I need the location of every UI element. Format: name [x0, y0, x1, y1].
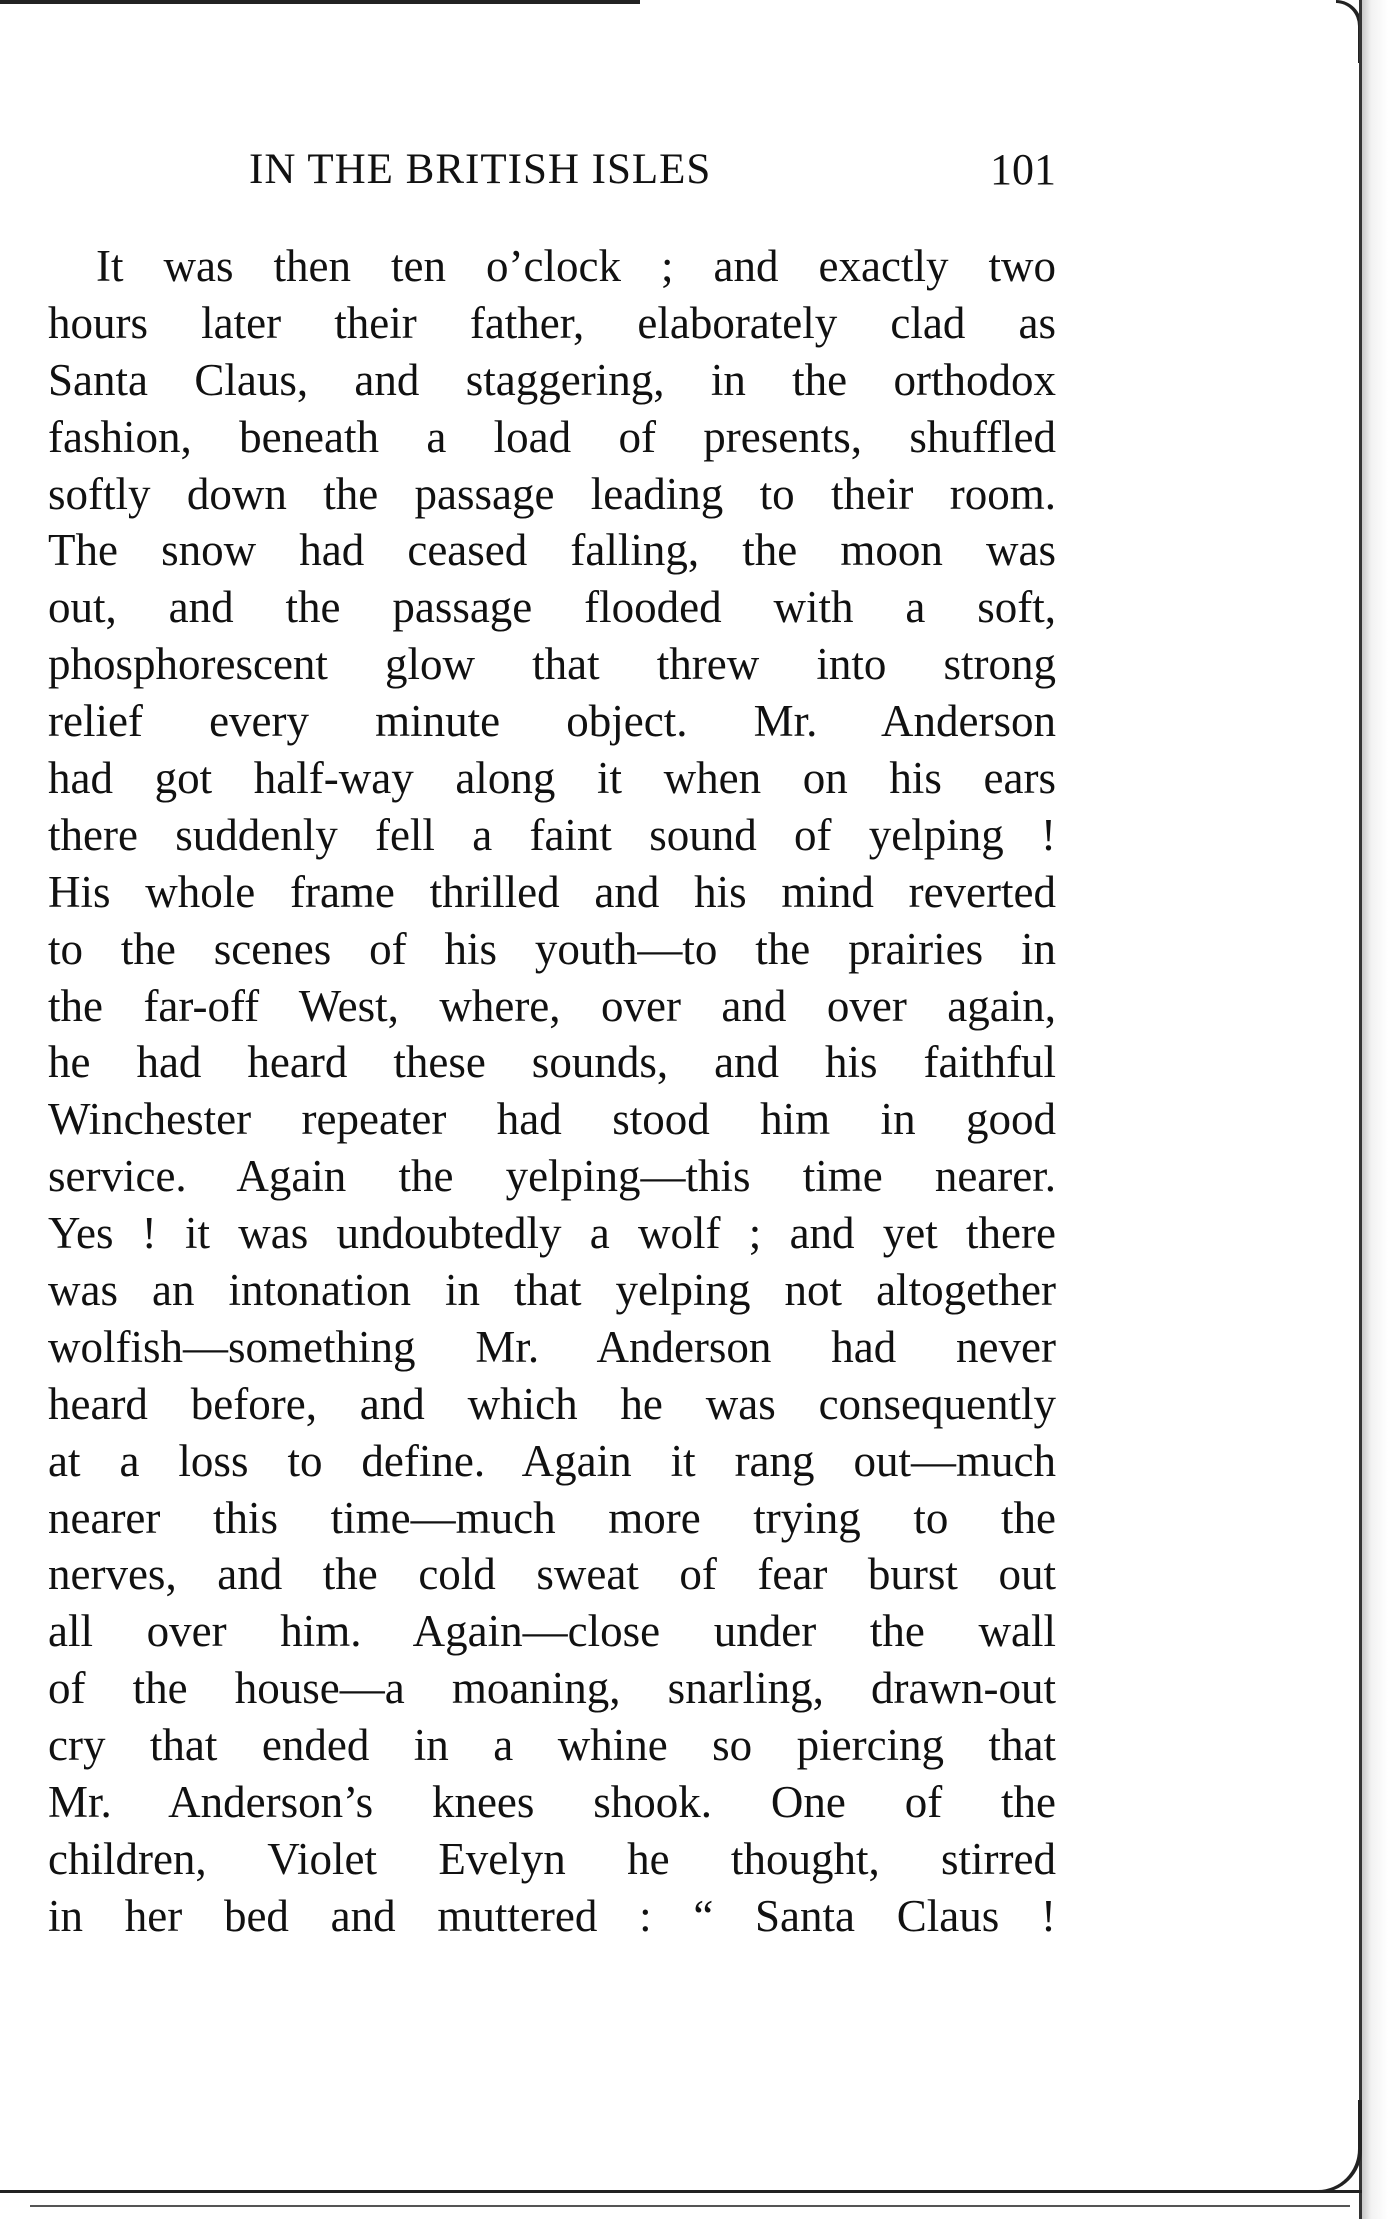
page-top-edge: [0, 0, 640, 4]
text-line: all over him. Again—close under the wall: [48, 1606, 1056, 1657]
text-line: out, and the passage flooded with a soft,: [48, 582, 1056, 633]
text-line: Santa Claus, and staggering, in the orthodox: [48, 354, 1056, 405]
running-head: IN THE BRITISH ISLES: [249, 146, 712, 193]
text-line: had got half-way along it when on his ears: [48, 753, 1056, 804]
text-line: Mr. Anderson’s knees shook. One of the: [48, 1777, 1056, 1828]
page-header: [48, 140, 1056, 200]
text-line: softly down the passage leading to their room.: [48, 468, 1056, 519]
text-line: heard before, and which he was consequently: [48, 1378, 1056, 1429]
text-line: phosphorescent glow that threw into strong: [48, 639, 1056, 690]
text-line: His whole frame thrilled and his mind reverted: [48, 866, 1056, 917]
text-line: nerves, and the cold sweat of fear burst out: [48, 1549, 1056, 1600]
text-line: Winchester repeater had stood him in good: [48, 1094, 1056, 1145]
text-line: cry that ended in a whine so piercing that: [48, 1720, 1056, 1771]
page-number: 101: [990, 145, 1056, 194]
text-line: in her bed and muttered : “ Santa Claus !: [48, 1890, 1056, 1941]
page-bottom-edge-shadow: [30, 2205, 1350, 2207]
text-line: relief every minute object. Mr. Anderson: [48, 696, 1056, 747]
text-line: It was then ten o’clock ; and exactly two: [96, 241, 1056, 291]
page-right-edge: [1359, 0, 1388, 2219]
text-line: the far-off West, where, over and over again,: [48, 980, 1056, 1031]
text-line: fashion, beneath a load of presents, shuffled: [48, 411, 1056, 462]
text-line: there suddenly fell a faint sound of yelping !: [48, 809, 1056, 860]
text-line: nearer this time—much more trying to the: [48, 1492, 1056, 1543]
text-line: Yes ! it was undoubtedly a wolf ; and yet there: [48, 1208, 1056, 1259]
text-line: children, Violet Evelyn he thought, stirred: [48, 1833, 1056, 1884]
text-line: to the scenes of his youth—to the prairies in: [48, 923, 1056, 974]
text-line: he had heard these sounds, and his faithful: [48, 1037, 1056, 1088]
text-line: was an intonation in that yelping not altogether: [48, 1265, 1056, 1316]
text-line: wolfish—something Mr. Anderson had never: [48, 1321, 1056, 1372]
body-text: [48, 238, 1056, 1945]
text-line: service. Again the yelping—this time nearer.: [48, 1151, 1056, 1202]
text-line: at a loss to define. Again it rang out—much: [48, 1435, 1056, 1486]
page-bottom-edge: [0, 2190, 1362, 2193]
page-corner-bottom: [1318, 2100, 1362, 2193]
text-line: of the house—a moaning, snarling, drawn-out: [48, 1663, 1056, 1714]
text-line: The snow had ceased falling, the moon was: [48, 525, 1056, 576]
text-line: hours later their father, elaborately clad as: [48, 297, 1056, 348]
